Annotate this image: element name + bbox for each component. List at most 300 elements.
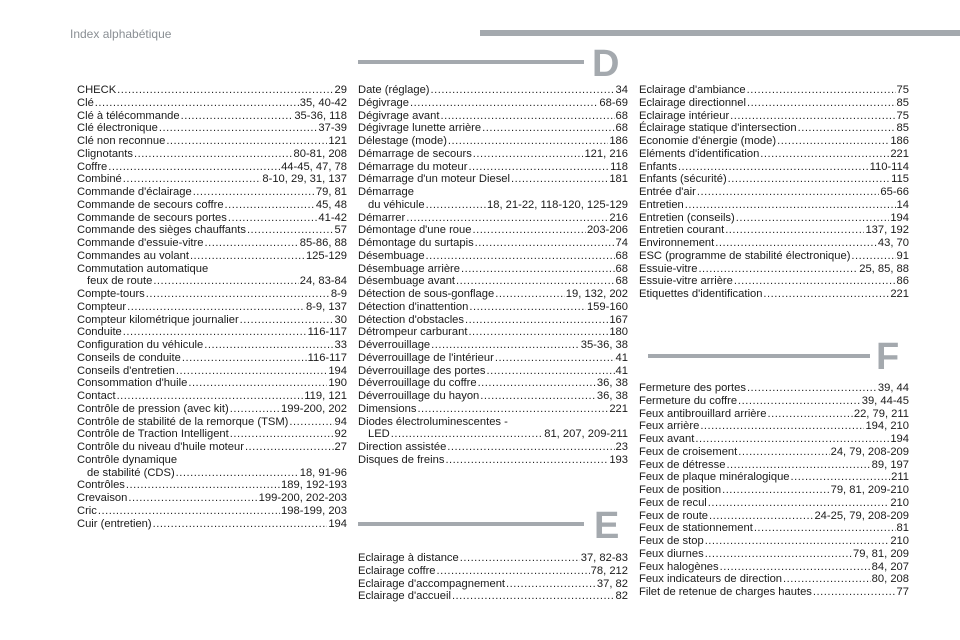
- index-pages: 14: [896, 198, 909, 211]
- dot-leader: [108, 161, 280, 174]
- index-term: Essuie-vitre arrière: [639, 275, 733, 288]
- dot-leader: [452, 590, 615, 603]
- index-term: Contrôle de stabilité de la remorque (TSM): [77, 415, 289, 428]
- index-term: Clé: [77, 96, 94, 109]
- index-entry: [77, 148, 347, 161]
- index-term: Feux halogènes: [639, 560, 719, 573]
- index-pages: 34: [615, 84, 628, 96]
- dot-leader: [431, 84, 615, 97]
- index-term: du véhicule: [368, 198, 425, 211]
- index-pages: 24, 83-84: [299, 275, 347, 288]
- index-entry: [77, 122, 347, 135]
- index-pages: 18, 21-22, 118-120, 125-129: [487, 198, 628, 211]
- dot-leader: [391, 428, 543, 441]
- index-term: Conseils d'entretien: [77, 364, 175, 377]
- index-term: Contact: [77, 390, 116, 402]
- index-entry: [358, 250, 628, 263]
- index-entry: [639, 535, 909, 548]
- dot-leader: [700, 420, 864, 433]
- index-entry: [358, 301, 628, 314]
- dot-leader: [128, 492, 257, 505]
- index-entry: [639, 199, 909, 212]
- index-term: Commande de secours portes: [77, 211, 227, 224]
- dot-leader: [695, 433, 889, 446]
- index-entry: [639, 275, 909, 288]
- index-pages: 119, 121: [304, 390, 347, 402]
- index-term: Délestage (mode): [358, 135, 447, 147]
- index-term: LED: [368, 428, 390, 441]
- index-pages: 80-81, 208: [293, 147, 347, 160]
- index-pages: 8-9: [330, 288, 347, 300]
- dot-leader: [495, 352, 615, 365]
- index-pages: 41-42: [318, 211, 347, 224]
- index-entry: [358, 552, 628, 565]
- index-term: Feux arrière: [639, 420, 700, 433]
- index-pages: 194: [890, 211, 909, 224]
- dot-leader: [230, 428, 334, 441]
- index-pages: 65-66: [880, 186, 909, 198]
- index-pages: 85-86, 88: [299, 237, 347, 249]
- index-entry: [77, 467, 347, 480]
- index-column-c: [77, 84, 347, 530]
- index-term: Enfants: [639, 160, 677, 173]
- index-term: CHECK: [77, 84, 117, 96]
- index-entry: [77, 110, 347, 123]
- index-pages: 79, 81, 209: [853, 547, 909, 560]
- index-term: Configuration du véhicule: [77, 339, 204, 351]
- dot-leader: [763, 288, 889, 301]
- index-entry: [77, 352, 347, 365]
- dot-leader: [240, 314, 334, 327]
- index-pages: 84, 207: [871, 560, 909, 573]
- index-term: Démarrage de secours: [358, 147, 472, 160]
- index-entry: [639, 161, 909, 174]
- index-entry: [77, 454, 347, 467]
- dot-leader: [480, 390, 596, 403]
- index-pages: 39, 44-45: [861, 394, 909, 407]
- index-entry: [77, 288, 347, 301]
- index-pages: 41: [615, 364, 628, 377]
- page-title: Index alphabétique: [70, 27, 172, 41]
- index-term: Eclairage intérieur: [639, 109, 730, 122]
- index-entry: [358, 173, 628, 186]
- index-pages: 74: [615, 237, 628, 249]
- index-term: Dimensions: [358, 402, 417, 415]
- index-pages: 216: [609, 211, 628, 224]
- index-pages: 68: [615, 109, 628, 122]
- dot-leader: [730, 110, 895, 123]
- index-pages: 199-200, 202-203: [258, 492, 347, 504]
- index-entry: [77, 97, 347, 110]
- dot-leader: [697, 186, 880, 199]
- dot-leader: [475, 237, 615, 250]
- dot-leader: [486, 365, 614, 378]
- index-pages: 121: [328, 135, 347, 147]
- index-pages: 68: [615, 262, 628, 275]
- index-term: Eclairage coffre: [358, 564, 436, 577]
- index-term: Déverrouillage: [358, 339, 431, 351]
- index-pages: 41: [615, 351, 628, 364]
- index-term: Entretien: [639, 198, 684, 211]
- index-pages: 116-117: [307, 351, 347, 364]
- dot-leader: [734, 275, 896, 288]
- index-term: Éclairage statique d'intersection: [639, 122, 797, 135]
- index-pages: 57: [334, 224, 347, 237]
- index-entry: [639, 382, 909, 395]
- index-pages: 68: [615, 275, 628, 288]
- index-entry: [77, 224, 347, 237]
- index-entry: [639, 497, 909, 510]
- index-term: Déverrouillage de l'intérieur: [358, 351, 494, 364]
- index-entry: [639, 97, 909, 110]
- index-entry: [77, 492, 347, 505]
- index-term: Fermeture du coffre: [639, 394, 738, 407]
- dot-leader: [705, 535, 890, 548]
- dot-leader: [747, 97, 896, 110]
- index-entry: [77, 377, 347, 390]
- index-entry: [639, 446, 909, 459]
- index-entry: [77, 390, 347, 403]
- dot-leader: [511, 173, 608, 186]
- index-term: Diodes électroluminescentes -: [358, 415, 508, 428]
- index-entry: [77, 365, 347, 378]
- index-term: Eléments d'identification: [639, 147, 760, 160]
- dot-leader: [153, 518, 328, 531]
- index-entry: [358, 565, 628, 578]
- index-pages: 194: [890, 433, 909, 445]
- dot-leader: [410, 97, 598, 110]
- dot-leader: [709, 510, 813, 523]
- dot-leader: [726, 459, 870, 472]
- index-entry: [358, 590, 628, 603]
- index-pages: 115: [891, 173, 909, 186]
- index-pages: 24-25, 79, 208-209: [814, 509, 909, 522]
- index-term: Déverrouillage du coffre: [358, 377, 477, 390]
- index-entry: [639, 135, 909, 148]
- dot-leader: [182, 352, 307, 365]
- dot-leader: [98, 505, 280, 518]
- index-pages: 86: [896, 275, 909, 288]
- dot-leader: [95, 97, 299, 110]
- index-column-e-start: [358, 552, 628, 603]
- index-entry: [639, 522, 909, 535]
- index-term: Commutation automatique: [77, 262, 209, 275]
- index-pages: 221: [890, 147, 909, 160]
- index-entry: [639, 186, 909, 199]
- index-entry: [358, 339, 628, 352]
- index-pages: 186: [890, 135, 909, 147]
- index-pages: 110-114: [869, 160, 909, 173]
- dot-leader: [127, 301, 305, 314]
- index-pages: 194: [328, 517, 347, 530]
- section-d-divider: [358, 60, 584, 64]
- index-pages: 91: [896, 249, 909, 262]
- index-entry: [639, 122, 909, 135]
- index-term: Compte-tours: [77, 288, 145, 300]
- index-term: Démontage du surtapis: [358, 237, 474, 249]
- index-term: Détection d'obstacles: [358, 313, 464, 326]
- index-term: Détrompeur carburant: [358, 326, 468, 339]
- index-term: Feux de stop: [639, 535, 704, 547]
- index-term: Feux diurnes: [639, 547, 704, 560]
- index-entry: [358, 390, 628, 403]
- index-entry: [77, 135, 347, 148]
- index-term: Commande de secours coffre: [77, 198, 224, 211]
- index-entry: [639, 484, 909, 497]
- index-pages: 68: [615, 122, 628, 135]
- index-pages: 30: [334, 313, 347, 326]
- dot-leader: [708, 497, 890, 510]
- index-entry: [77, 403, 347, 416]
- index-term: Feux indicateurs de direction: [639, 573, 783, 586]
- dot-leader: [176, 365, 327, 378]
- dot-leader: [722, 484, 830, 497]
- index-term: Disques de freins: [358, 453, 445, 466]
- index-pages: 203-206: [586, 224, 628, 237]
- index-entry: [77, 339, 347, 352]
- index-entry: [358, 365, 628, 378]
- index-entry: [639, 250, 909, 263]
- index-pages: 80, 208: [871, 573, 909, 586]
- dot-leader: [720, 561, 871, 574]
- index-term: Démarrer: [358, 211, 406, 224]
- index-term: Compteur kilométrique journalier: [77, 313, 239, 326]
- index-entry: [639, 110, 909, 123]
- index-entry: [358, 237, 628, 250]
- dot-leader: [153, 275, 298, 288]
- index-entry: [77, 326, 347, 339]
- index-term: Essuie-vitre: [639, 262, 698, 275]
- index-term: Entretien (conseils): [639, 211, 735, 224]
- dot-leader: [205, 237, 299, 250]
- index-entry: [358, 122, 628, 135]
- index-term: Eclairage d'accueil: [358, 590, 451, 603]
- index-entry: [358, 224, 628, 237]
- header-divider: [480, 30, 960, 36]
- index-term: Eclairage d'ambiance: [639, 84, 746, 96]
- index-pages: 186: [609, 135, 628, 147]
- index-term: ESC (programme de stabilité électronique): [639, 249, 851, 262]
- index-term: Direction assistée: [358, 441, 447, 453]
- index-term: Consommation d'huile: [77, 377, 188, 390]
- index-entry: [639, 471, 909, 484]
- dot-leader: [791, 471, 891, 484]
- index-entry: [358, 212, 628, 225]
- index-entry: [77, 263, 347, 276]
- index-entry: [358, 84, 628, 97]
- index-pages: 193: [609, 453, 628, 466]
- index-pages: 137, 192: [865, 224, 909, 237]
- index-pages: 43, 70: [877, 237, 909, 249]
- dot-leader: [426, 199, 486, 212]
- dot-leader: [181, 110, 294, 123]
- index-pages: 194: [328, 364, 347, 377]
- index-entry: [639, 212, 909, 225]
- index-pages: 29: [334, 84, 347, 96]
- index-entry: [358, 148, 628, 161]
- index-pages: 118: [610, 160, 628, 173]
- index-entry: [77, 186, 347, 199]
- index-pages: 36, 38: [596, 390, 628, 402]
- dot-leader: [777, 135, 889, 148]
- dot-leader: [698, 263, 858, 276]
- index-term: Contrôle du niveau d'huile moteur: [77, 441, 244, 453]
- dot-leader: [431, 339, 580, 352]
- index-entry: [358, 403, 628, 416]
- dot-leader: [468, 161, 609, 174]
- index-term: Combiné: [77, 173, 122, 186]
- index-term: Fermeture des portes: [639, 382, 746, 394]
- dot-leader: [728, 173, 890, 186]
- index-pages: 75: [896, 84, 909, 96]
- index-pages: 180: [609, 326, 628, 339]
- index-pages: 19, 132, 202: [565, 288, 628, 300]
- index-pages: 81, 207, 209-211: [544, 428, 628, 441]
- dot-leader: [736, 212, 890, 225]
- index-pages: 35-36, 38: [580, 339, 628, 351]
- index-pages: 25, 85, 88: [859, 262, 909, 275]
- index-pages: 68-69: [599, 96, 628, 109]
- index-entry: [77, 199, 347, 212]
- index-term: Feux avant: [639, 433, 695, 445]
- dot-leader: [426, 250, 615, 263]
- index-pages: 45, 48: [315, 198, 347, 211]
- index-term: Entrée d'air: [639, 186, 696, 198]
- index-entry: [639, 237, 909, 250]
- index-pages: 8-9, 137: [305, 300, 347, 313]
- index-term: Eclairage d'accompagnement: [358, 577, 506, 590]
- index-term: Clé non reconnue: [77, 135, 166, 147]
- index-pages: 221: [890, 288, 909, 300]
- index-pages: 167: [609, 313, 628, 326]
- index-pages: 194, 210: [865, 420, 909, 433]
- index-entry: [639, 395, 909, 408]
- index-term: Feux de stationnement: [639, 522, 753, 535]
- dot-leader: [146, 288, 330, 301]
- dot-leader: [482, 122, 614, 135]
- index-pages: 159-160: [586, 300, 628, 313]
- dot-leader: [456, 275, 615, 288]
- index-entry: [77, 416, 347, 429]
- index-term: Dégivrage lunette arrière: [358, 122, 482, 135]
- index-term: Compteur: [77, 300, 127, 313]
- dot-leader: [760, 148, 889, 161]
- dot-leader: [473, 148, 584, 161]
- index-column-d: [358, 84, 628, 467]
- index-term: Economie d'énergie (mode): [639, 135, 777, 147]
- index-entry: [639, 548, 909, 561]
- dot-leader: [190, 250, 305, 263]
- dot-leader: [705, 548, 852, 561]
- index-entry: [358, 288, 628, 301]
- index-entry: [358, 454, 628, 467]
- index-entry: [77, 301, 347, 314]
- index-entry: [77, 161, 347, 174]
- index-term: Feux de détresse: [639, 458, 726, 471]
- index-pages: 36, 38: [596, 377, 628, 390]
- index-term: Commande d'éclairage: [77, 186, 192, 198]
- index-entry: [358, 135, 628, 148]
- dot-leader: [506, 578, 596, 591]
- index-pages: 23: [615, 441, 628, 453]
- dot-leader: [225, 199, 315, 212]
- index-term: Dégivrage: [358, 96, 409, 109]
- index-column-f: [639, 382, 909, 599]
- index-column-e-cont: [639, 84, 909, 301]
- index-pages: 79, 81, 209-210: [830, 484, 909, 496]
- index-pages: 189, 192-193: [281, 479, 347, 492]
- index-entry: [358, 428, 628, 441]
- index-entry: [77, 479, 347, 492]
- index-term: Filet de retenue de charges hautes: [639, 586, 812, 598]
- index-pages: 210: [890, 535, 909, 547]
- index-term: Date (réglage): [358, 84, 430, 96]
- index-term: Détection d'inattention: [358, 300, 469, 313]
- index-entry: [639, 573, 909, 586]
- index-entry: [358, 326, 628, 339]
- index-pages: 94: [334, 415, 347, 428]
- index-term: Feux de plaque minéralogique: [639, 471, 790, 484]
- index-pages: 81: [896, 522, 909, 535]
- section-f-letter: F: [876, 336, 900, 378]
- index-entry: [77, 212, 347, 225]
- index-term: Désembuage: [358, 249, 425, 262]
- index-pages: 27: [334, 441, 347, 453]
- dot-leader: [460, 552, 580, 565]
- index-term: Entretien courant: [639, 224, 725, 237]
- dot-leader: [685, 199, 896, 212]
- index-pages: 210: [890, 496, 909, 509]
- dot-leader: [417, 403, 608, 416]
- index-entry: [77, 275, 347, 288]
- dot-leader: [440, 110, 614, 123]
- dot-leader: [188, 377, 327, 390]
- dot-leader: [204, 339, 333, 352]
- index-pages: 77: [896, 586, 909, 598]
- index-term: Déverrouillage du hayon: [358, 390, 480, 402]
- dot-leader: [176, 467, 299, 480]
- index-pages: 221: [609, 402, 628, 415]
- section-d-letter: D: [592, 43, 620, 85]
- index-term: Eclairage à distance: [358, 552, 459, 564]
- dot-leader: [495, 288, 565, 301]
- dot-leader: [738, 446, 829, 459]
- dot-leader: [754, 522, 896, 535]
- index-entry: [358, 352, 628, 365]
- index-entry: [358, 441, 628, 454]
- index-entry: [639, 84, 909, 97]
- index-term: Coffre: [77, 160, 108, 173]
- index-entry: [77, 84, 347, 97]
- index-entry: [77, 441, 347, 454]
- dot-leader: [228, 212, 318, 225]
- index-entry: [639, 459, 909, 472]
- index-term: de stabilité (CDS): [87, 466, 175, 479]
- index-pages: 37-39: [318, 122, 347, 135]
- index-entry: [358, 161, 628, 174]
- index-pages: 116-117: [307, 326, 347, 339]
- index-term: Contrôle dynamique: [77, 453, 178, 466]
- index-pages: 181: [609, 173, 628, 186]
- index-term: Cuir (entretien): [77, 517, 152, 530]
- index-entry: [639, 173, 909, 186]
- index-entry: [639, 420, 909, 433]
- dot-leader: [117, 390, 304, 403]
- index-entry: [77, 428, 347, 441]
- index-term: Démarrage du moteur: [358, 160, 468, 173]
- section-f-divider: [648, 354, 870, 358]
- dot-leader: [166, 135, 327, 148]
